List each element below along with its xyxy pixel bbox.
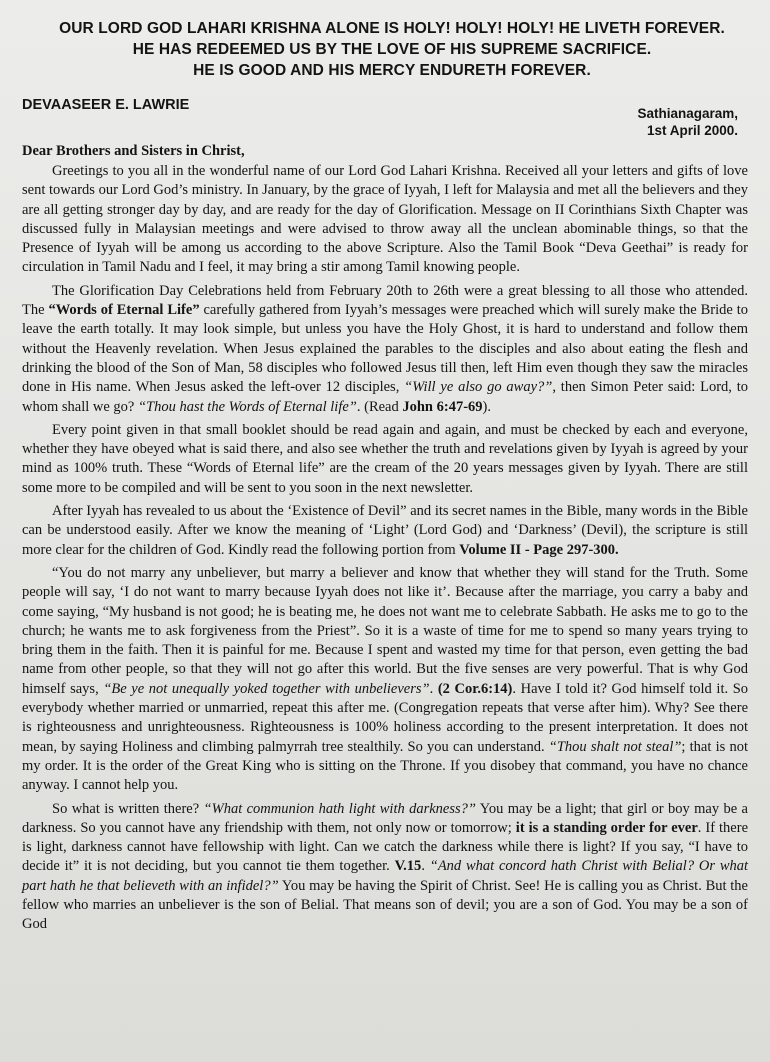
header-line-3: HE IS GOOD AND HIS MERCY ENDURETH FOREVER. [193, 62, 591, 79]
text-run: The Glorification Day Celebrations held from February 20th to 26th were a great blessing to all those who attended. The [22, 282, 748, 319]
body-paragraph [22, 564, 748, 796]
text-run: . [429, 680, 438, 697]
text-run: . If there is light, darkness cannot have fellowship with light. Can we catch the darkness while there is light? If you say, “I have to decide it” it is not deciding, but you cannot tie them together. [22, 819, 749, 875]
text-run: , then Simon Peter said: Lord, to whom shall we go? [22, 379, 748, 415]
text-run: ; that is not my order. It is the order of the Great King who is sitting on the Throne. If you disobey that command, you have no chance anyway. I cannot help you. [22, 738, 748, 794]
italic-quote: “And what concord hath Christ with Belial? Or what part hath he that believeth with an infidel?” [22, 858, 749, 894]
date: 1st April 2000. [646, 123, 738, 138]
body-paragraph [22, 282, 748, 417]
place-date [637, 105, 738, 139]
bold-text: V.15 [394, 858, 422, 875]
text-run: . [421, 858, 430, 875]
italic-quote: “What communion hath light with darkness?” [203, 800, 476, 817]
body-paragraph [22, 421, 748, 498]
text-run: You may be a light; that girl or boy may be a darkness. So you cannot have any friendship with them, not only now or tomorrow; [22, 800, 748, 836]
bold-text: “Words of Eternal Life” [48, 302, 200, 319]
bold-text: Volume II - Page 297-300. [459, 541, 619, 558]
text-run: After Iyyah has revealed to us about the ‘Existence of Devil” and its secret names in the Bible, many words in the Bible can be understood easily. After we know the meaning of ‘Light’ (Lord God) and ‘Darkness’ (Devil), the scripture is still more clear for the children of God. Kindly read the following portion from [22, 503, 748, 558]
header-banner [36, 18, 748, 81]
text-run: . Have I told it? God himself told it. So everybody whether married or unmarried, repeat this after me. (Congregation repeats that verse after him). Why? See there is righteousness and unrighteousness. Righteousness is 100% holiness according to the present interpretation. It does not mean, by saying Holiness and climbing palmyrrah tree stealthily. So you can understand. [22, 680, 749, 755]
letter-body [22, 162, 748, 935]
header-line-2: HE HAS REDEEMED US BY THE LOVE OF HIS SUPREME SACRIFICE. [132, 41, 652, 58]
text-run: . (Read [356, 398, 403, 415]
body-paragraph [22, 162, 748, 278]
text-run: Every point given in that small booklet should be read again and again, and must be checked by each and everyone, whether they have obeyed what is said there, and also see whether the truth and revelations given by Iyyah is agreed by your mind as 100% truth. These “Words of Eternal life” are the cream of the 20 years messages given by Iyyah. There are still some more to be compiled and will be sent to you soon in the next newsletter. [22, 421, 748, 496]
body-paragraph [22, 502, 748, 560]
italic-quote: “Be ye not unequally yoked together with unbelievers” [103, 680, 430, 697]
text-run: So what is written there? [52, 800, 204, 817]
italic-quote: “Thou shalt not steal” [548, 738, 682, 755]
place: Sathianagaram, [637, 106, 738, 121]
text-run: carefully gathered from Iyyah’s messages were preached which will surely make the Bride to leave the earth totally. It may look simple, but unless you have the Holy Ghost, it is hard to understand and follow them without the Heavenly revelation. When Jesus explained the parables to the disciples and also about eating the flesh and drinking the blood of the Son of Man, 58 disciples who followed Jesus till then, left Him even though they saw the miracles done in His name. When Jesus asked the left-over 12 disciples, [22, 302, 749, 396]
body-paragraph [22, 800, 748, 935]
italic-quote: “Will ye also go away?” [404, 379, 553, 396]
bold-text: (2 Cor.6:14) [437, 680, 513, 697]
header-line-1: OUR LORD GOD LAHARI KRISHNA ALONE IS HOLY! HOLY! HOLY! HE LIVETH FOREVER. [59, 20, 725, 37]
text-run: ). [482, 398, 491, 415]
text-run: You may be having the Spirit of Christ. See! He is calling you as Christ. But the fellow who marries an unbeliever is the son of Belial. That means son of devil; you are a son of God. You may be a son of God [22, 877, 748, 933]
text-run: Greetings to you all in the wonderful name of our Lord God Lahari Krishna. Received all your letters and gifts of love sent towards our Lord God’s ministry. In January, by the grace of Iyyah, I left for Malaysia and met all the believers and they are all getting stronger day by day, and are ready for the day of Glorification. Message on II Corinthians Sixth Chapter was discussed fully in Malaysian meetings and were advised to throw away all the unclean abominable things, so that the Presence of Iyyah will be among us according to the above Scripture. Also the Tamil Book “Deva Geethai” is ready for circulation in Tamil Nadu and I feel, it may bring a stir among Tamil knowing people. [22, 163, 748, 276]
italic-quote: “Thou hast the Words of Eternal life” [137, 398, 357, 415]
bold-text: it is a standing order for ever [515, 819, 698, 836]
letter-meta [22, 97, 748, 143]
text-run: “You do not marry any unbeliever, but marry a believer and know that whether they will stand for the Truth. Some people will say, ‘I do not want to marry because Iyyah does not like it’. Because after the marriage, you carry a baby and come saying, “My husband is not good; he is beating me, he does not want me to celebrate Sabbath. He asks me to go to the church; he wants me to ask forgiveness from the Priest”. So it is a waste of time for me to spend so many years trying to bring them in the faith. Then it is painful for me. Because I spent and wasted my time for that person, even getting the bad name from other people, so that they will not go after this world. But the five senses are very powerful. That is why God himself says, [22, 564, 748, 697]
salutation: Dear Brothers and Sisters in Christ, [22, 143, 245, 159]
bold-text: John 6:47-69 [402, 398, 483, 415]
author-name: DEVAASEER E. LAWRIE [22, 97, 190, 113]
